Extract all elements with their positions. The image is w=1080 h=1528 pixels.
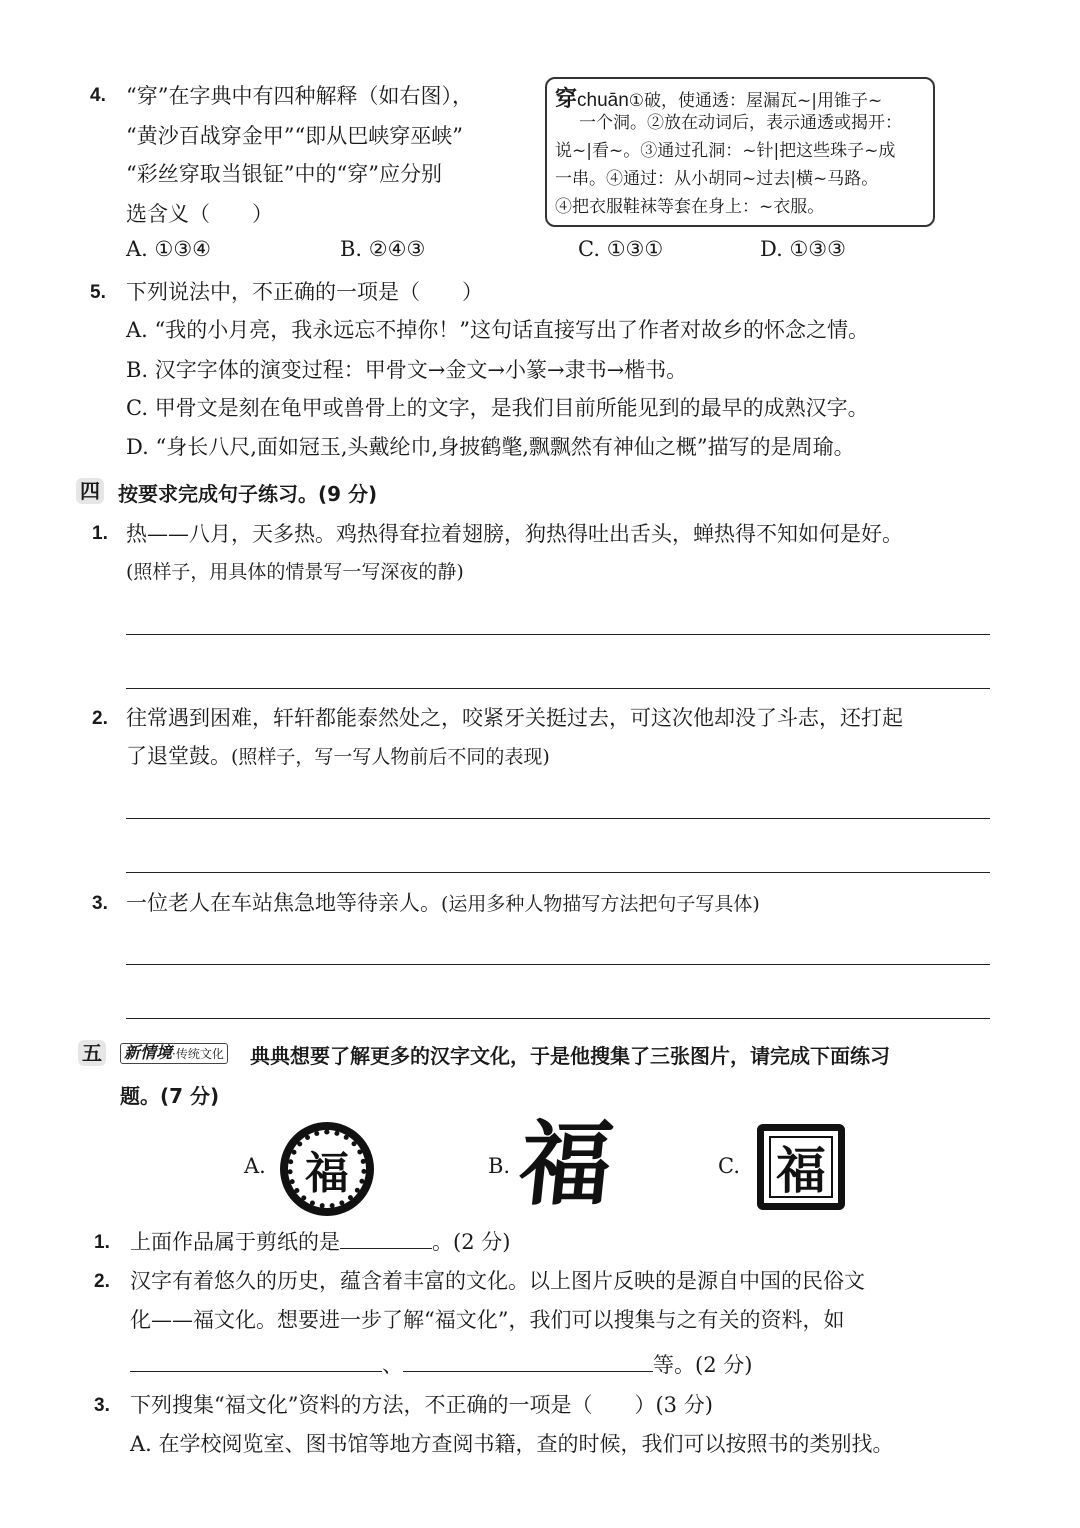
s4-q2-text: 往常遇到困难，轩轩都能泰然处之，咬紧牙关挺过去，可这次他却没了斗志，还打起: [126, 706, 903, 730]
q5-option-d[interactable]: D. “身长八尺,面如冠玉,头戴纶巾,身披鹤氅,飘飘然有神仙之概”描写的是周瑜。: [126, 435, 855, 459]
image-a-label: A.: [244, 1154, 266, 1178]
image-b-label: B.: [488, 1154, 511, 1178]
q4-option-d[interactable]: D. ①③③: [760, 237, 846, 261]
dict-head-char: 穿: [555, 86, 578, 112]
s5-q2-line-2: 化——福文化。想要进一步了解“福文化”，我们可以搜集与之有关的资料，如: [130, 1308, 845, 1332]
section-5-tag: 新情境·传统文化: [120, 1040, 234, 1064]
s4-q1-number: 1.: [92, 523, 108, 544]
q4-line-4: 选含义（ ）: [126, 202, 273, 226]
dict-line-2: 一个洞。②放在动词后，表示通透或揭开：: [579, 113, 902, 133]
dict-pinyin: chuān: [577, 90, 629, 111]
section-4-badge: 四: [76, 478, 104, 504]
s4-q1-answer-line-1[interactable]: [126, 634, 990, 635]
s5-q1-number: 1.: [94, 1232, 110, 1253]
q4-line-3: “彩丝穿取当银钲”中的“穿”应分别: [126, 162, 442, 186]
s4-q2-number: 2.: [92, 708, 108, 729]
s5-q1-blank[interactable]: [340, 1229, 432, 1249]
s4-q3-text: 一位老人在车站焦急地等待亲人。(运用多种人物描写方法把句子写具体): [126, 891, 760, 915]
s4-q2-answer-line-2[interactable]: [126, 872, 990, 873]
q5-number: 5.: [90, 282, 106, 303]
s5-q2-blank-2[interactable]: [403, 1352, 653, 1372]
s4-q3-answer-line-2[interactable]: [126, 1018, 990, 1019]
q5-option-c[interactable]: C. 甲骨文是刻在龟甲或兽骨上的文字，是我们目前所能见到的最早的成熟汉字。: [126, 396, 869, 420]
s5-q2-line-3: 、 等。(2 分): [130, 1349, 752, 1379]
dict-line-5: ④把衣服鞋袜等套在身上：~衣服。: [555, 197, 825, 217]
q5-option-a[interactable]: A. “我的小月亮，我永远忘不掉你！”这句话直接写出了作者对故乡的怀念之情。: [126, 318, 869, 342]
section-5-title-1: 典典想要了解更多的汉字文化，于是他搜集了三张图片，请完成下面练习: [250, 1044, 890, 1068]
fu-papercut-image: 福: [280, 1122, 374, 1216]
q5-stem: 下列说法中，不正确的一项是（ ）: [126, 280, 483, 304]
s5-q3-option-a[interactable]: A. 在学校阅览室、图书馆等地方查阅书籍，查的时候，我们可以按照书的类别找。: [130, 1432, 894, 1456]
s4-q3-answer-line-1[interactable]: [126, 964, 990, 965]
dict-line-4: 一串。④通过：从小胡同~过去|横~马路。: [555, 169, 879, 189]
dict-line-3: 说~|看~。③通过孔洞：~针|把这些珠子~成: [555, 141, 896, 161]
section-4-title: 按要求完成句子练习。(9 分): [118, 482, 378, 506]
q4-line-1: “穿”在字典中有四种解释（如右图），: [126, 84, 473, 108]
fu-calligraphy-image: 福: [514, 1110, 618, 1218]
s4-q3-number: 3.: [92, 893, 108, 914]
q4-option-b[interactable]: B. ②④③: [340, 237, 426, 261]
dictionary-entry-box: [545, 77, 935, 227]
s4-q1-answer-line-2[interactable]: [126, 688, 990, 689]
s5-q2-line-1: 汉字有着悠久的历史，蕴含着丰富的文化。以上图片反映的是源自中国的民俗文: [130, 1269, 865, 1293]
s4-q2-text-2: 了退堂鼓。(照样子，写一写人物前后不同的表现): [126, 744, 550, 768]
s5-q3-stem: 下列搜集“福文化”资料的方法，不正确的一项是（ ）(3 分): [130, 1393, 713, 1417]
s5-q3-number: 3.: [94, 1395, 110, 1416]
section-5-badge: 五: [78, 1040, 106, 1066]
q4-option-a[interactable]: A. ①③④: [126, 237, 212, 261]
q4-number: 4.: [90, 85, 106, 106]
s5-q2-number: 2.: [94, 1271, 110, 1292]
s4-q1-hint: (照样子，用具体的情景写一写深夜的静): [126, 561, 464, 583]
s4-q1-text: 热——八月，天多热。鸡热得耷拉着翅膀，狗热得吐出舌头，蝉热得不知如何是好。: [126, 522, 903, 546]
q5-option-b[interactable]: B. 汉字字体的演变过程：甲骨文→金文→小篆→隶书→楷书。: [126, 358, 688, 382]
fu-seal-image: 福: [757, 1124, 845, 1210]
s5-q2-blank-1[interactable]: [130, 1352, 382, 1372]
s4-q2-answer-line-1[interactable]: [126, 818, 990, 819]
s5-q1-text: 上面作品属于剪纸的是 。(2 分): [130, 1230, 511, 1254]
q4-option-c[interactable]: C. ①③①: [578, 237, 664, 261]
image-c-label: C.: [718, 1154, 740, 1178]
q4-line-2: “黄沙百战穿金甲”“即从巴峡穿巫峡”: [126, 124, 463, 148]
section-5-title-2: 题。(7 分): [120, 1084, 220, 1108]
dict-line-1: ①破，使通透：屋漏瓦~|用锥子~: [628, 91, 883, 111]
